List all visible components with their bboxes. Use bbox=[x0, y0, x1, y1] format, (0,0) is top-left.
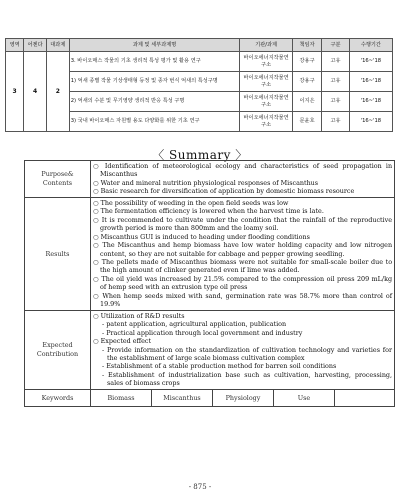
keyword-miscanthus: Miscanthus bbox=[152, 389, 213, 406]
task-name: 2) 억새의 수분 및 무기영양 생리적 반응 특성 구명 bbox=[69, 92, 240, 112]
task-name: 1) 억새 종별 작물 기상생태형 등정 및 종자 번식 억새의 특성구명 bbox=[69, 72, 240, 92]
task-name: 3) 국내 바이오매스 자원별 용도 다양화를 위한 기초 연구 bbox=[69, 112, 240, 132]
summary-item: ○ The possibility of weeding in the open field seeds was low bbox=[93, 198, 289, 207]
header-major-task: 대과제 bbox=[46, 39, 69, 52]
major-task-cell: 2 bbox=[46, 52, 69, 132]
summary-item: ○ Water and mineral nutrition physiological responses of Miscanthus bbox=[93, 178, 319, 187]
period-cell: '16~'18 bbox=[349, 92, 392, 112]
summary-item: ○ The oil yield was increased by 21.5% compared to the compression oil press 209 mL/kg of hemp seed with an extrusion type oil press bbox=[93, 274, 393, 292]
keyword-use: Use bbox=[274, 389, 335, 406]
summary-section-row bbox=[25, 310, 395, 389]
table-row bbox=[6, 52, 393, 72]
section-label-results: Results bbox=[25, 197, 91, 310]
header-person: 책임자 bbox=[292, 39, 322, 52]
org-cell: 바이오에너지작물연구소 bbox=[240, 72, 292, 92]
person-cell: 강용구 bbox=[292, 52, 322, 72]
project-table-header bbox=[6, 39, 393, 52]
keywords-label: Keywords bbox=[25, 389, 91, 406]
results-list bbox=[93, 199, 392, 309]
header-org: 기관/과제 bbox=[240, 39, 292, 52]
keyword-empty bbox=[335, 389, 395, 406]
project-table bbox=[5, 38, 393, 132]
section-content-contribution bbox=[91, 310, 395, 389]
type-cell: 고유 bbox=[322, 112, 349, 132]
purpose-list bbox=[93, 162, 392, 196]
summary-item: ○ The Miscanthus and hemp biomass have low water holding capacity and low nitrogen content, so they are not suitable for cabbage and pepper growing seedling. bbox=[93, 241, 393, 258]
type-cell: 고유 bbox=[322, 52, 349, 72]
section-content-purpose bbox=[91, 161, 395, 198]
section-label-purpose: Purpose& Contents bbox=[25, 161, 91, 198]
summary-item: ○ The fermentation efficiency is lowered when the harvest time is late. bbox=[93, 207, 324, 216]
type-cell: 고유 bbox=[322, 72, 349, 92]
section-label-contribution: Expected Contribution bbox=[25, 310, 91, 389]
agenda-cell: 4 bbox=[24, 52, 47, 132]
header-task-name: 과제 및 세부과제명 bbox=[69, 39, 240, 52]
summary-item: - Provide information on the standardization of cultivation technology and varieties for the establishment of large scale biomass cultivation complex bbox=[102, 345, 393, 362]
summary-item: ○ Basic research for diversification of application by domestic biomass resource bbox=[93, 187, 355, 196]
keywords-row bbox=[25, 389, 395, 406]
summary-item: ○ Expected effect bbox=[93, 337, 152, 346]
section-content-results bbox=[91, 197, 395, 310]
page-number: - 875 - bbox=[188, 483, 212, 491]
header-area: 영역 bbox=[6, 39, 24, 52]
summary-item: - Establishment of industrialization base such as cultivation, harvesting, processing, sales of biomass crops bbox=[102, 370, 393, 388]
person-cell: 이지은 bbox=[292, 92, 322, 112]
summary-section-row bbox=[25, 197, 395, 310]
summary-item: ○ When hemp seeds mixed with sand, germination rate was 58.7% more than control of 19.9% bbox=[93, 291, 393, 309]
summary-item: ○ It is recommended to cultivate under the condition that the rainfall of the reproductive growth period is more than 800mm and the loamy soil. bbox=[93, 215, 393, 233]
contribution-list bbox=[93, 312, 392, 388]
period-cell: '16~'18 bbox=[349, 112, 392, 132]
org-cell: 바이오에너지작물연구소 bbox=[240, 92, 292, 112]
keyword-physiology: Physiology bbox=[213, 389, 274, 406]
summary-item: - Practical application through local government and industry bbox=[102, 328, 303, 337]
summary-item: ○ The pellets made of Miscanthus biomass were not suitable for small-scale boiler due to the high amount of clinker generated even if lime was added. bbox=[93, 257, 393, 275]
header-agenda: 어젠다 bbox=[24, 39, 47, 52]
task-name: 3. 바이오매스 작물의 기초 생리적 특성 평가 및 활용 연구 bbox=[69, 52, 240, 72]
period-cell: '16~'18 bbox=[349, 72, 392, 92]
summary-table bbox=[24, 160, 395, 407]
org-cell: 바이오에너지작물연구소 bbox=[240, 52, 292, 72]
header-period: 수행기간 bbox=[349, 39, 392, 52]
header-type: 구분 bbox=[322, 39, 349, 52]
org-cell: 바이오에너지작물연구소 bbox=[240, 112, 292, 132]
summary-item: ○ Utilization of R&D results bbox=[93, 311, 185, 320]
person-cell: 문윤호 bbox=[292, 112, 322, 132]
summary-title: 〈 Summary 〉 bbox=[152, 148, 248, 162]
summary-item: - patent application, agricultural application, publication bbox=[102, 320, 287, 329]
summary-item: ○ Identification of meteorological ecology and characteristics of seed propagation in Miscanthus bbox=[93, 162, 393, 179]
period-cell: '16~'18 bbox=[349, 52, 392, 72]
type-cell: 고유 bbox=[322, 92, 349, 112]
person-cell: 강용구 bbox=[292, 72, 322, 92]
area-cell: 3 bbox=[6, 52, 24, 132]
summary-section-row bbox=[25, 161, 395, 198]
summary-item: ○ Miscanthus GUI is induced to heading under flooding conditions bbox=[93, 232, 310, 241]
summary-item: - Establishment of a stable production method for barren soil conditions bbox=[102, 362, 337, 371]
keyword-biomass: Biomass bbox=[91, 389, 152, 406]
